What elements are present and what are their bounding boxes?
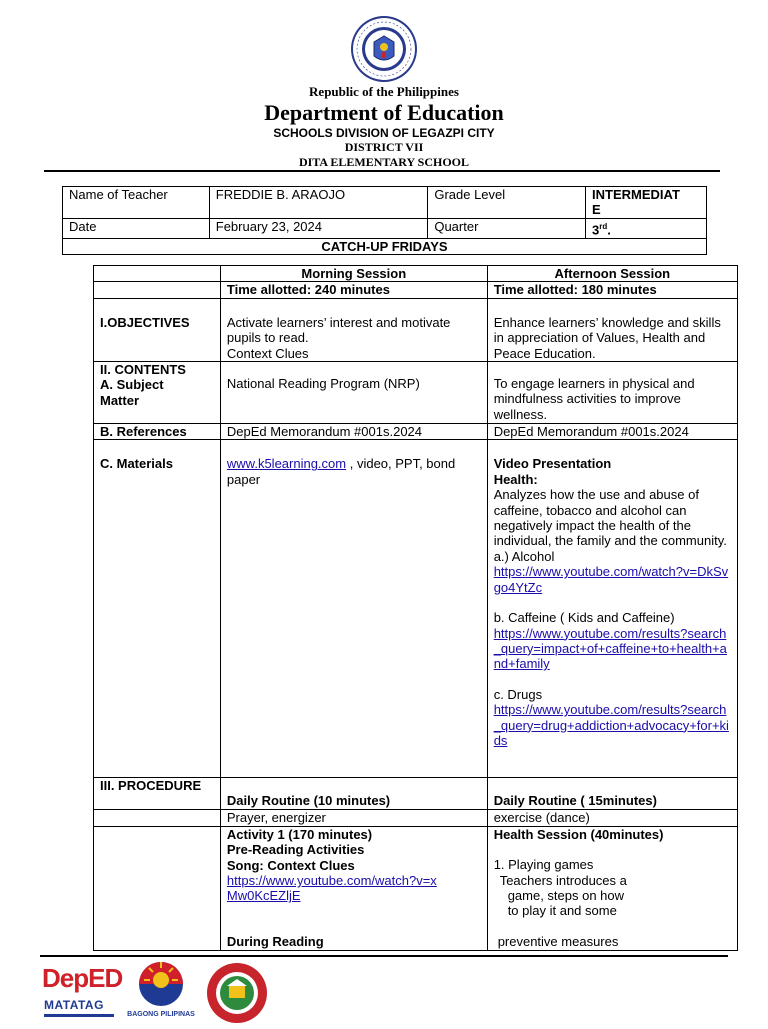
materials-label: C. Materials — [94, 440, 221, 778]
bagong-pilipinas-logo — [124, 958, 198, 1022]
teacher-info-table — [62, 186, 707, 255]
routine-afternoon: Daily Routine ( 15minutes) — [487, 778, 737, 810]
grade-label: Grade Level — [428, 187, 586, 219]
activity-morning — [220, 826, 487, 950]
quarter-value — [586, 219, 707, 239]
deped-matatag-logo — [42, 960, 123, 1022]
health-session-title: Health Session (40minutes) — [493, 826, 664, 842]
grade-value-line2: E — [592, 202, 601, 218]
activity-empty-cell — [94, 826, 221, 950]
routine-afternoon-detail: exercise (dance) — [487, 810, 737, 826]
date-value: February 23, 2024 — [209, 219, 428, 239]
materials-morning — [220, 440, 487, 778]
deped-seal-icon — [348, 14, 420, 84]
matatag-text: MATATAG — [44, 998, 104, 1012]
country-name: Republic of the Philippines — [309, 84, 459, 99]
contents-label — [94, 362, 221, 424]
school-seal — [203, 962, 271, 1024]
header-divider — [44, 170, 720, 172]
games-desc-line4: preventive measures — [497, 933, 619, 949]
morning-header: Morning Session — [220, 266, 487, 282]
division-name: SCHOOLS DIVISION OF LEGAZPI CITY — [273, 126, 495, 140]
quarter-number: 3 — [592, 222, 600, 238]
objectives-morning-topic: Context Clues — [226, 345, 309, 361]
alcohol-label: a.) Alcohol — [493, 548, 555, 564]
teacher-label: Name of Teacher — [63, 187, 210, 219]
alcohol-link[interactable]: https://www.youtube.com/watch?v=DkSvgo4YtZc — [493, 564, 729, 595]
contents-label-line2: A. Subject — [100, 377, 164, 393]
district-name: DISTRICT VII — [344, 140, 424, 154]
song-link[interactable]: https://www.youtube.com/watch?v=xMw0KcEZljE — [226, 873, 437, 904]
games-desc-line3: to play it and some — [507, 903, 617, 919]
teacher-value: FREDDIE B. ARAOJO — [209, 187, 428, 219]
video-presentation-title: Video Presentation — [493, 456, 612, 472]
lesson-plan-table — [93, 265, 738, 951]
bagong-pilipinas-text: BAGONG PILIPINAS — [127, 1011, 195, 1018]
procedure-label: III. PROCEDURE — [94, 778, 221, 810]
date-label: Date — [63, 219, 210, 239]
objectives-morning — [220, 298, 487, 361]
header-empty-cell — [94, 266, 221, 282]
games-item: 1. Playing games — [493, 857, 594, 873]
song-title: Song: Context Clues — [226, 857, 355, 873]
deped-logo-text — [42, 963, 123, 993]
afternoon-header: Afternoon Session — [487, 266, 737, 282]
deped-logo-word: DepED — [42, 963, 123, 993]
references-afternoon: DepEd Memorandum #001s.2024 — [487, 424, 737, 440]
drugs-label: c. Drugs — [493, 686, 543, 702]
references-morning: DepEd Memorandum #001s.2024 — [220, 424, 487, 440]
objectives-morning-text: Activate learners’ interest and motivate pupils to read. — [226, 314, 451, 346]
department-title: Department of Education — [264, 100, 504, 125]
caffeine-link[interactable]: https://www.youtube.com/results?search_query=impact+of+caffeine+to+health+and+family — [493, 625, 727, 672]
routine-morning: Daily Routine (10 minutes) — [220, 778, 487, 810]
objectives-label: I.OBJECTIVES — [94, 298, 221, 361]
matatag-underline — [44, 1014, 114, 1017]
materials-morning-rest: , video, PPT, bond paper — [226, 456, 456, 487]
prereading-title: Pre-Reading Activities — [226, 842, 365, 858]
catch-up-title: CATCH-UP FRIDAYS — [63, 238, 707, 254]
afternoon-time: Time allotted: 180 minutes — [487, 282, 737, 298]
k5learning-link[interactable]: www.k5learning.com — [226, 456, 347, 472]
bagong-pilipinas-emblem-icon — [124, 958, 198, 1010]
materials-afternoon — [487, 440, 737, 778]
quarter-dot: . — [607, 222, 611, 238]
health-description: Analyzes how the use and abuse of caffeine, tobacco and alcohol can negatively impact the health of the individual, the family and the community. — [493, 487, 727, 549]
health-title: Health: — [493, 471, 538, 487]
references-label: B. References — [94, 424, 221, 440]
time-empty-cell — [94, 282, 221, 298]
grade-value-line1: INTERMEDIAT — [592, 187, 680, 202]
contents-label-line3: Matter — [100, 392, 140, 408]
footer-divider — [40, 955, 728, 957]
games-desc-line1: Teachers introduces a — [499, 872, 627, 888]
activity-title: Activity 1 (170 minutes) — [226, 826, 373, 842]
grade-value — [586, 187, 707, 219]
caffeine-label: b. Caffeine ( Kids and Caffeine) — [493, 610, 675, 626]
school-name: DITA ELEMENTARY SCHOOL — [298, 155, 470, 169]
objectives-afternoon: Enhance learners’ knowledge and skills in appreciation of Values, Health and Peace Education. — [487, 298, 737, 361]
routine-empty-cell — [94, 810, 221, 826]
quarter-label: Quarter — [428, 219, 586, 239]
drugs-link[interactable]: https://www.youtube.com/results?search_query=drug+addiction+advocacy+for+kids — [493, 702, 729, 748]
contents-afternoon: To engage learners in physical and mindfulness activities to improve wellness. — [487, 362, 737, 424]
routine-morning-detail: Prayer, energizer — [220, 810, 487, 826]
during-reading-title: During Reading — [226, 933, 324, 949]
activity-afternoon — [487, 826, 737, 950]
morning-time: Time allotted: 240 minutes — [220, 282, 487, 298]
quarter-suffix: rd — [599, 222, 608, 231]
contents-label-line1: II. CONTENTS — [100, 362, 186, 378]
games-desc-line2: game, steps on how — [507, 888, 625, 904]
contents-morning: National Reading Program (NRP) — [220, 362, 487, 424]
